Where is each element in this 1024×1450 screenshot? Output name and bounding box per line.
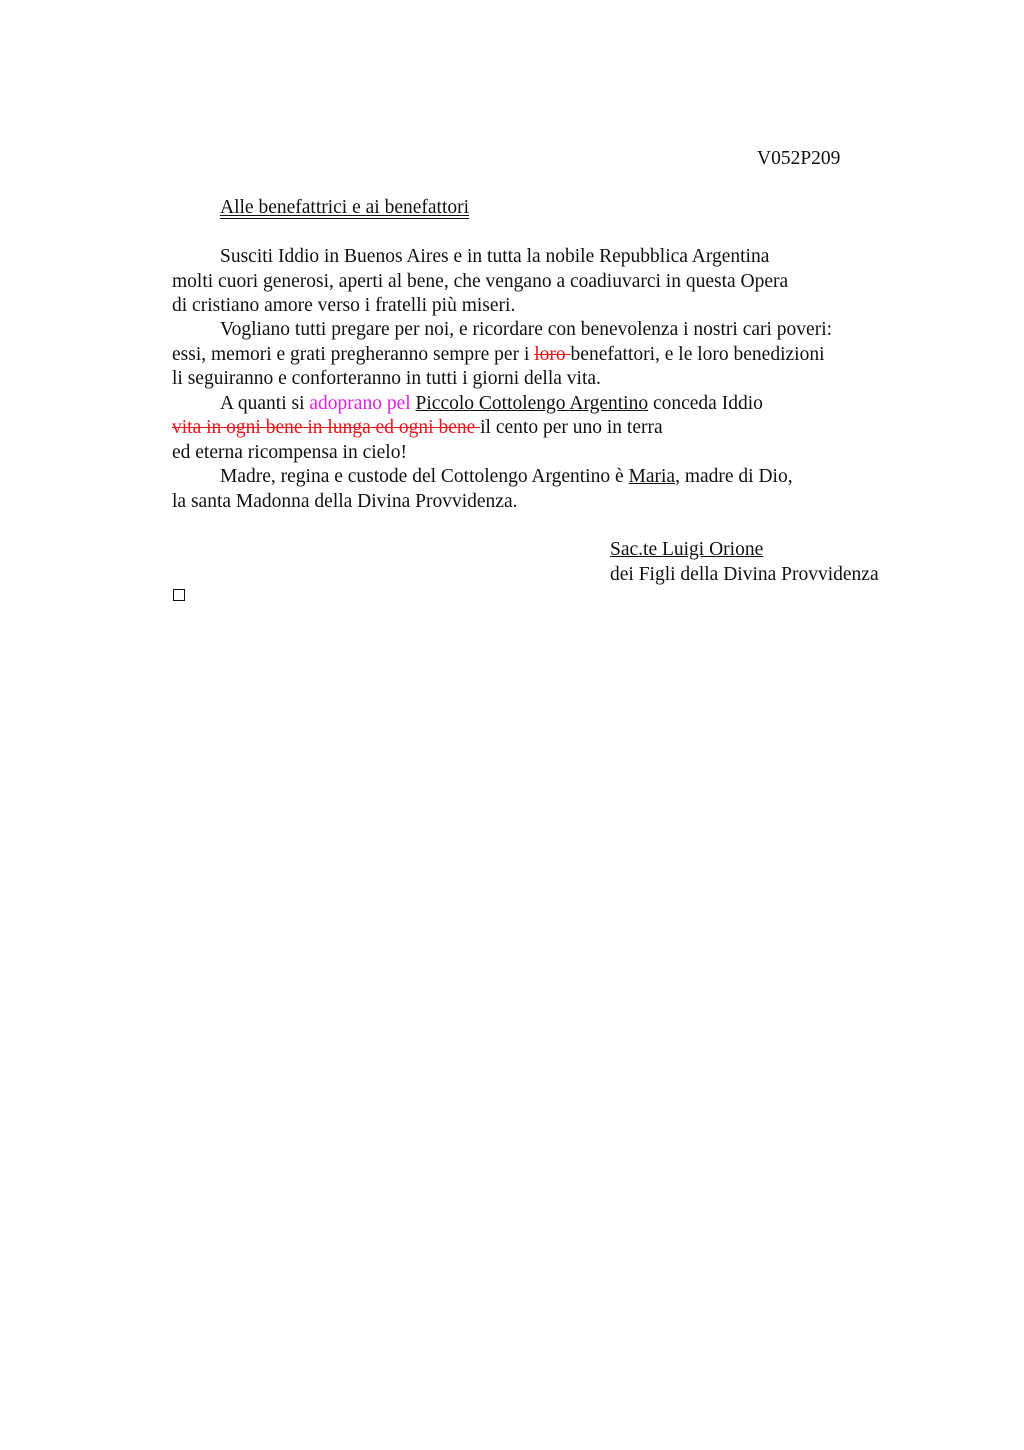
- heading: Alle benefattrici e ai benefattori: [220, 197, 470, 218]
- p3-line-2-text-b: il cento per uno in terra: [480, 417, 663, 438]
- p3-line-1: [220, 392, 763, 416]
- p1-line-3: di cristiano amore verso i fratelli più miseri.: [172, 295, 516, 316]
- p3-line-1-text-b: conceda Iddio: [648, 393, 763, 414]
- p2-line-2: [172, 343, 825, 367]
- p1-line-2: molti cuori generosi, aperti al bene, che vengano a coadiuvarci in questa Opera: [172, 271, 789, 292]
- p2-line-2-text-a: essi, memori e grati pregheranno sempre per i: [172, 344, 535, 365]
- underlined-name: Maria: [628, 466, 676, 487]
- p4-line-1: [220, 465, 793, 489]
- p3-line-1-text-a: A quanti si: [220, 393, 310, 414]
- underlined-name: Piccolo Cottolengo Argentino: [415, 393, 649, 414]
- p2-line-3: li seguiranno e conforteranno in tutti i giorni della vita.: [172, 368, 601, 389]
- document-code: V052P209: [757, 148, 841, 169]
- p3-line-2: [172, 416, 663, 440]
- signature-org: dei Figli della Divina Provvidenza: [610, 564, 879, 585]
- inserted-text: adoprano pel: [309, 393, 411, 414]
- p2-line-2-text-b: benefattori, e le loro benedizioni: [570, 344, 825, 365]
- p1-line-1: Susciti Iddio in Buenos Aires e in tutta la nobile Repubblica Argentina: [220, 246, 770, 267]
- deleted-text: vita in ogni bene in lunga ed ogni bene: [172, 417, 481, 438]
- p2-line-1: Vogliano tutti pregare per noi, e ricordare con benevolenza i nostri cari poveri:: [220, 319, 833, 340]
- p3-line-3: ed eterna ricompensa in cielo!: [172, 442, 407, 463]
- p4-line-2: la santa Madonna della Divina Provvidenza.: [172, 491, 518, 512]
- square-symbol: [173, 589, 185, 601]
- p4-line-1-text-a: Madre, regina e custode del Cottolengo Argentino è: [220, 466, 629, 487]
- p4-line-1-text-b: , madre di Dio,: [675, 466, 793, 487]
- deleted-text: loro: [534, 344, 571, 365]
- signature-name: Sac.te Luigi Orione: [610, 539, 764, 560]
